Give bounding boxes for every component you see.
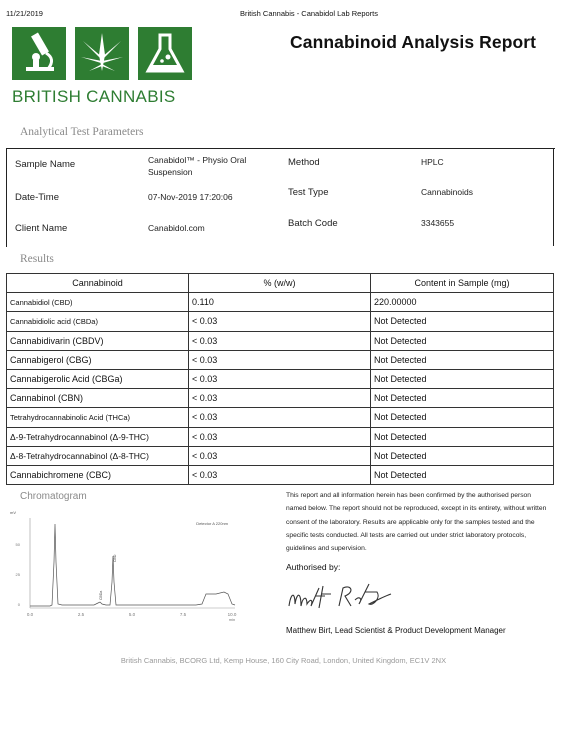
percent-cell: < 0.03 xyxy=(189,446,371,465)
percent-cell: < 0.03 xyxy=(189,331,371,350)
content-cell: Not Detected xyxy=(371,408,554,427)
content-cell: Not Detected xyxy=(371,427,554,446)
brand-logo xyxy=(12,27,192,109)
percent-cell: < 0.03 xyxy=(189,408,371,427)
results-header-row xyxy=(7,274,554,293)
percent-cell: < 0.03 xyxy=(189,369,371,388)
percent-cell: 0.110 xyxy=(189,293,371,312)
column-header-content: Content in Sample (mg) xyxy=(371,274,554,293)
cannabinoid-cell: Cannabidiol (CBD) xyxy=(7,293,189,312)
x-tick-label: 7.5 xyxy=(179,612,187,617)
percent-cell: < 0.03 xyxy=(189,389,371,408)
report-title: Cannabinoid Analysis Report xyxy=(290,32,537,52)
x-tick-label: 10.0 xyxy=(227,612,237,617)
table-row xyxy=(7,350,554,369)
method-label: Method xyxy=(288,157,320,168)
flask-icon xyxy=(138,27,192,80)
test-type-label: Test Type xyxy=(288,187,329,198)
table-row xyxy=(7,389,554,408)
sample-name-value: Canabidol™ - Physio Oral Suspension xyxy=(148,155,247,177)
table-row xyxy=(7,293,554,312)
table-row xyxy=(7,465,554,484)
datetime-label: Date-Time xyxy=(15,192,59,203)
peak-label: CBDa xyxy=(99,590,103,600)
percent-cell: < 0.03 xyxy=(189,465,371,484)
peak-label: CBD xyxy=(113,554,117,562)
test-type-value: Cannabinoids xyxy=(421,187,473,197)
content-cell: Not Detected xyxy=(371,369,554,388)
x-unit-label: min xyxy=(228,617,236,622)
content-cell: Not Detected xyxy=(371,446,554,465)
cannabinoid-cell: Δ-8-Tetrahydrocannabinol (Δ-8-THC) xyxy=(7,446,189,465)
percent-cell: < 0.03 xyxy=(189,350,371,369)
content-cell: Not Detected xyxy=(371,389,554,408)
y-tick-label: 50 xyxy=(15,542,20,547)
signer-name: Matthew Birt, Lead Scientist & Product Development Manager xyxy=(286,626,506,635)
cannabinoid-cell: Cannabichromene (CBC) xyxy=(7,465,189,484)
table-row xyxy=(7,408,554,427)
cannabinoid-cell: Cannabigerolic Acid (CBGa) xyxy=(7,369,189,388)
column-header-cannabinoid: Cannabinoid xyxy=(7,274,189,293)
cannabinoid-cell: Tetrahydrocannabinolic Acid (THCa) xyxy=(7,408,189,427)
sample-name-label: Sample Name xyxy=(15,159,76,170)
method-value: HPLC xyxy=(421,157,444,167)
footer-address: British Cannabis, BCORG Ltd, Kemp House, 160 City Road, London, United Kingdom, EC1V 2NX xyxy=(120,656,447,665)
chromatogram-label: Chromatogram xyxy=(20,491,87,502)
content-cell: Not Detected xyxy=(371,350,554,369)
content-cell: 220.00000 xyxy=(371,293,554,312)
cannabis-leaf-icon xyxy=(75,27,129,80)
y-tick-label: 25 xyxy=(15,572,20,577)
batch-code-label: Batch Code xyxy=(288,218,338,229)
datetime-value: 07-Nov-2019 17:20:06 xyxy=(148,192,233,202)
chromatogram-y-unit: mV xyxy=(10,510,16,515)
client-name-label: Client Name xyxy=(15,223,68,234)
results-section-label: Results xyxy=(20,253,54,265)
results-table xyxy=(6,273,554,485)
authorised-by-label: Authorised by: xyxy=(286,562,341,572)
chromatogram xyxy=(6,502,246,622)
percent-cell: < 0.03 xyxy=(189,427,371,446)
percent-cell: < 0.03 xyxy=(189,312,371,331)
table-row xyxy=(7,312,554,331)
table-row xyxy=(7,427,554,446)
cannabinoid-cell: Cannabidiolic acid (CBDa) xyxy=(7,312,189,331)
x-tick-label: 0.0 xyxy=(26,612,34,617)
batch-code-value: 3343655 xyxy=(421,218,455,228)
column-header-percent: % (w/w) xyxy=(189,274,371,293)
x-tick-label: 5.0 xyxy=(128,612,136,617)
microscope-icon xyxy=(12,27,66,80)
content-cell: Not Detected xyxy=(371,465,554,484)
client-name-value: Canabidol.com xyxy=(148,223,205,233)
cannabinoid-cell: Cannabinol (CBN) xyxy=(7,389,189,408)
detector-label: Detector A 220nm xyxy=(196,521,228,526)
content-cell: Not Detected xyxy=(371,331,554,350)
signature-image xyxy=(285,578,395,618)
cannabinoid-cell: Cannabigerol (CBG) xyxy=(7,350,189,369)
print-page-title: British Cannabis - Canabidol Lab Reports xyxy=(240,9,378,18)
brand-name: BRITISH CANNABIS xyxy=(12,87,176,106)
y-tick-label: 0 xyxy=(17,602,20,607)
cannabinoid-cell: Δ-9-Tetrahydrocannabinol (Δ-9-THC) xyxy=(7,427,189,446)
cannabinoid-cell: Cannabidivarin (CBDV) xyxy=(7,331,189,350)
disclaimer-text: This report and all information herein has been confirmed by the authorised person named below. The report should not be reproduced, except in its entirety, without written consent of the laboratory. Results are applicable only for the samples tested and the specific tests conducted. All tests are carried out under strict laboratory protocols, guidelines and supervision. xyxy=(286,492,547,553)
table-row xyxy=(7,369,554,388)
content-cell: Not Detected xyxy=(371,312,554,331)
params-section-label: Analytical Test Parameters xyxy=(20,126,144,138)
print-date: 11/21/2019 xyxy=(6,9,43,18)
params-box-right-border xyxy=(553,148,554,246)
table-row xyxy=(7,446,554,465)
table-row xyxy=(7,331,554,350)
params-box xyxy=(6,148,555,247)
x-tick-label: 2.5 xyxy=(77,612,85,617)
